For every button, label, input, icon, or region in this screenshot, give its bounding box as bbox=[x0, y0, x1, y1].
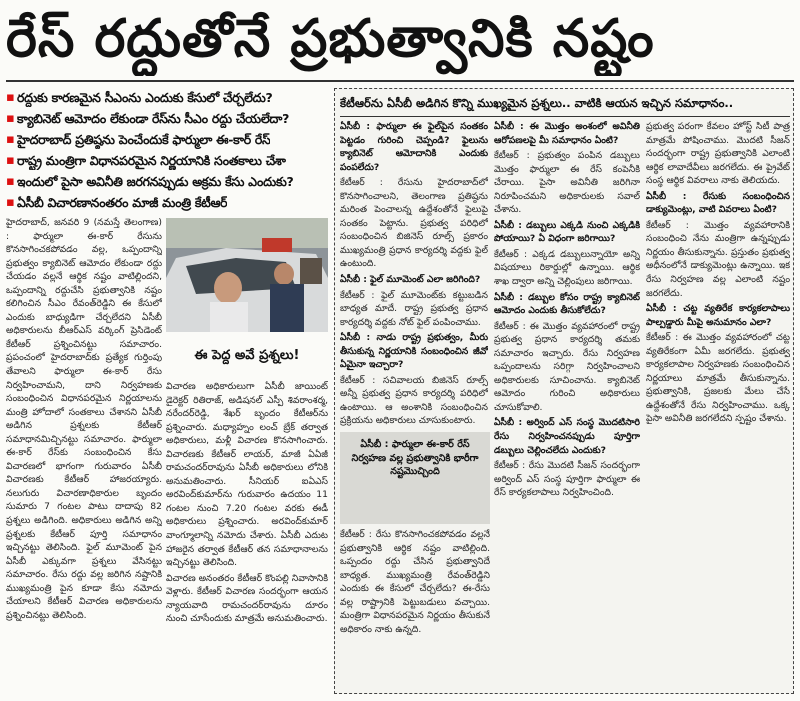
headline: రేస్ రద్దుతోనే ప్రభుత్వానికి నష్టం bbox=[6, 9, 655, 69]
bullet-item: ▪ ఏసీబీ విచారణానంతరం మాజీ మంత్రి కేటీఆర్ bbox=[6, 195, 228, 210]
bullet-item: ▪ క్యాబినెట్ ఆమోదం లేకుండా రేస్‌ను సీఎం రద్దు చేయలేదా? bbox=[6, 111, 290, 126]
bullet-marker-icon: ▪ bbox=[6, 90, 15, 105]
qa-question: ఏసీబీ : ఈ మొత్తం అంశంలో అవినీతి ఆరోపణలపై మీ సమాధానం ఏంటి? bbox=[494, 121, 640, 146]
qa-column-2 bbox=[494, 120, 640, 690]
qa-highlight-box: ఏసీబీ : ఫార్ములా ఈ-కార్ రేస్ నిర్వహణ వల్ల ప్రభుత్వానికి భారీగా నష్టమొచ్చింది bbox=[340, 432, 490, 524]
bullet-item: ▪ రాష్ట్ర మంత్రిగా విధానపరమైన నిర్ణయానికి సంతకాలు చేశా bbox=[6, 153, 286, 168]
headline-rule bbox=[6, 80, 794, 82]
bullet-marker-icon: ▪ bbox=[6, 132, 15, 147]
bullet-marker-icon: ▪ bbox=[6, 195, 15, 210]
qa-column-1 bbox=[340, 120, 488, 428]
car-crowd-illustration bbox=[166, 218, 328, 332]
article-paragraph: విచారణ అధికారులుగా ఏసీబీ జాయింట్ డైరెక్టర్ రితిరాజ్, అడిషనల్ ఎస్పీ శివరాంశర్మ, నరేందర్‌రెడ్డి, శేఖర్ బృందం కేటీఆర్‌ను ప్రశ్నించారు. మధ్యాహ్నం లంచ్ బ్రేక్ తర్వాత అధికారులు, మళ్లీ విచారణ కొనసాగించారు. విచారణకు కేటీఆర్ లాయర్, మాజీ ఏఏజీ రామచందర్‌రావును ఏసీబీ అధికారులు లోనికి అనుమతించారు. సీనియర్ ఐఏఎస్ అరవింద్‌కుమార్‌ను గురువారం ఉదయం 11 గంటల నుంచి 7.20 గంటల వరకు ఈడీ అధికారులు ప్రశ్నించారు. అరవింద్‌కుమార్ వాంగ్మూలాన్ని నమోదు చేశారు. ఏసీబీ ఎదుట హాజరైన తర్వాత కేటీఆర్ తన సమాధానాలను ఇచ్చినట్టు తెలిసింది. bbox=[166, 381, 328, 569]
qa-answer: కేటీఆర్ : ఎక్కడ డబ్బులున్నాయో అన్ని విషయాలు రికార్డుల్లో ఉన్నాయి. ఆర్థిక శాఖ ద్వారా అన్ని చెల్లింపులు జరిగాయి. bbox=[494, 248, 640, 288]
bullet-item: ▪ ఇందులో పైసా అవినీతి జరగనప్పుడు అక్రమ కేసు ఎందుకు? bbox=[6, 174, 294, 189]
bullet-marker-icon: ▪ bbox=[6, 111, 15, 126]
bullet-marker-icon: ▪ bbox=[6, 153, 15, 168]
qa-header-rule bbox=[340, 116, 790, 117]
news-photo bbox=[166, 218, 328, 332]
qa-answer: కేటీఆర్ : రేసు మొదటి సీజన్ సందర్భంగా అర్వింద్ ఎస్ సంస్థ పూర్తిగా ఫార్ములా ఈ రేస్ కార్యకలాపాలు నిర్వహించింది. bbox=[494, 460, 640, 499]
qa-question: ఏసీబీ : అర్వింద్ ఎస్ సంస్థ మొదటిసారి రేసు నిర్వహించనప్పుడు పూర్తిగా డబ్బులు చెల్లించలేదు ఎందుకు? bbox=[494, 417, 640, 456]
qa-question: ఏసీబీ : ఫార్ములా ఈ ఫైల్‌పైన సంతకం పెట్టడం గురించి చెప్పండి? ఫైలును క్యాబినెట్ ఆమోదానికి ఎందుకు పంపలేదు? bbox=[340, 121, 488, 173]
qa-highlight-answer: కేటీఆర్ : రేసు కొనసాగించకపోవడం వల్లనే ప్రభుత్వానికి ఆర్థిక నష్టం వాటిల్లింది. ఒప్పందం రద్దు చేసిన ప్రభుత్వానిదే బాధ్యత. ముఖ్యమంత్రి రేవంత్‌రెడ్డిని ఎందుకు ఈ కేసులో చేర్చలేదు? ఈ-రేసు వల్ల రాష్ట్రానికి పెట్టుబడులు వచ్చాయి. మంత్రిగా విధానపరమైన నిర్ణయం తీసుకునే అధికారం నాకు ఉన్నది. bbox=[340, 529, 490, 635]
bullet-item: ▪ రద్దుకు కారణమైన సీఎంను ఎందుకు కేసులో చేర్చలేదు? bbox=[6, 90, 273, 105]
qa-question: ఏసీబీ : నాడు రాష్ట్ర ప్రభుత్వం, మీరు తీసుకున్న నిర్ణయానికి సంబంధించిన జీవో ఏమైనా ఇచ్చారా? bbox=[340, 332, 488, 371]
qa-question: ఏసీబీ : రేసుకు సంబంధించిన డాక్యుమెంట్లు, వాటి వివరాలు ఏంటి? bbox=[646, 190, 790, 216]
qa-answer: కేటీఆర్ : ఈ మొత్తం వ్యవహారంలో చట్ట వ్యతిరేకంగా ఏమీ జరగలేదు. ప్రభుత్వ కార్యకలాపాల నిర్వహణకు సంబంధించిన నిర్ణయాలు మాత్రమే తీసుకున్నాను. ప్రభుత్వానికి, ప్రజలకు మేలు చేసే ఉద్దేశంతోనే రేసు నిర్వహించాము. ఒక్క పైసా అవినీతి జరగలేదని స్పష్టం చేశాను. bbox=[646, 332, 790, 425]
article-paragraph: హైదరాబాద్, జనవరి 9 (నమస్తే తెలంగాణ) : ఫార్ములా ఈ-కార్ రేసును కొనసాగించకపోవడం వల్ల, ఒప్పందాన్ని ప్రభుత్వం క్యాబినెట్ ఆమోదం లేకుండా రద్దు చేయడం వల్లనే ఆర్థిక నష్టం వాటిల్లిందని, ఒప్పందాన్ని రద్దుచేసి ప్రభుత్వానికి నష్టం కలిగించిన సీఎం రేవంత్‌రెడ్డిని ఈ కేసులో ఎందుకు బాధ్యుడిగా చేర్చలేదని ఏసీబీ అధికారులను బీఆర్‌ఎస్ వర్కింగ్ ప్రెసిడెంట్ కేటీఆర్ ప్రశ్నించినట్టు సమాచారం. ప్రపంచంలో హైదరాబాద్‌కు ప్రత్యేక గుర్తింపు తేవాలని ఫార్ములా ఈ-కార్ రేసు నిర్వహించామని, దాని నిర్వహణకు సంబంధించిన విధానపరమైన నిర్ణయాలను మంత్రి హోదాలో సంతకాలు చేశానని ఏసీబీ అడిగిన ప్రశ్నలకు కేటీఆర్ సమాధానమిచ్చినట్టు సమాచారం. ఫార్ములా ఈ-కార్ రేస్‌కు సంబంధించిన కేసు విచారణలో భాగంగా గురువారం ఏసీబీ విచారణకు కేటీఆర్ హాజరయ్యారు. నలుగురు విచారణాధికారుల బృందం సుమారు 7 గంటల పాటు దాదాపు 82 ప్రశ్నలు అడిగింది. అధికారులు అడిగిన అన్ని ప్రశ్నలకు కేటీఆర్ పూర్తి సమాధానం ఇచ్చినట్టు తెలిసింది. ఫైల్ మూమెంట్ పైన ఏసీబీ ఎక్కువగా ప్రశ్నలు వేసినట్టు సమాచారం. రేసు రద్దు వల్ల జరిగిన నష్టానికి ముఖ్యమంత్రి పైన కూడా కేసు నమోదు చేయాలని కేటీఆర్ విచారణ అధికారులను ప్రశ్నించినట్టు తెలిసింది. bbox=[6, 217, 162, 621]
qa-question: ఏసీబీ : డబ్బులు ఎక్కడి నుంచి ఎక్కడికి పోయాయి? ఏ విధంగా జరిగాయి? bbox=[494, 219, 640, 245]
qa-answer: కేటీఆర్ : ఫైల్ మూమెంట్‌కు కట్టుబడిన బాధ్యత మాదే. రాష్ట్ర ప్రభుత్వ ప్రధాన కార్యదర్శి వద్దకు నోట్ ఫైల్ పంపించాము. bbox=[340, 289, 488, 328]
qa-answer: కేటీఆర్ : ప్రభుత్వం పంపిన డబ్బులు మొత్తం ఫార్ములా ఈ రేస్ కంపెనీకి చేరాయి. పైసా అవినీతి జరిగినా నిరూపించమని అధికారులకు సవాల్ చేశాను. bbox=[494, 150, 640, 216]
qa-answer: కేటీఆర్ : రేసును హైదరాబాద్‌లో కొనసాగించాలని, తెలంగాణ ప్రతిష్ఠను మరింత పెంచాలన్న ఉద్దేశంతోనే ఫైలుపై సంతకం పెట్టాను. ప్రభుత్వ పరిధిలో సంబంధించిన బిజినెస్ రూల్స్ ప్రకారం ముఖ్యమంత్రి ప్రధాన కార్యదర్శి వద్దకు ఫైల్ ఉంటుంది. bbox=[340, 177, 488, 270]
mid-column bbox=[166, 380, 328, 694]
bullet-marker-icon: ▪ bbox=[6, 174, 15, 189]
qa-answer: కేటీఆర్ : మొత్తం వ్యవహారానికి సంబంధించి నేను మంత్రిగా ఉన్నప్పుడు నిర్ణయం తీసుకున్నాను. ప్రస్తుతం ప్రభుత్వ అధీనంలోనే డాక్యుమెంట్లు ఉన్నాయి. ఇక రేసు నిర్వహణ వల్ల ఎలాంటి నష్టం జరగలేదు. bbox=[646, 219, 790, 299]
bullet-item: ▪ హైదరాబాద్ ప్రతిష్ఠను పెంచేందుకే ఫార్ములా ఈ-కార్ రేస్ bbox=[6, 132, 271, 147]
qa-question: ఏసీబీ : ఫైల్ మూమెంట్ ఎలా జరిగింది? bbox=[340, 274, 481, 286]
left-column bbox=[6, 216, 162, 694]
qa-question: ఏసీబీ : డబ్బుల కోసం రాష్ట్ర క్యాబినెట్ ఆమోదం ఎందుకు తీసుకోలేదు? bbox=[494, 291, 640, 317]
bullet-list bbox=[6, 88, 328, 214]
qa-question: ఏసీబీ : చట్ట వ్యతిరేక కార్యకలాపాలు పాల్పడ్డారు మీపై అనుమానం ఎలా? bbox=[646, 303, 790, 328]
pull-quote: ఈ పెద్ద అవే ప్రశ్నలు! bbox=[194, 348, 300, 363]
qa-answer: కేటీఆర్ : ఈ మొత్తం వ్యవహారంలో రాష్ట్ర ప్రభుత్వ ప్రధాన కార్యదర్శి తమకు సమాచారం ఇచ్చారు. రేసు నిర్వహణ ఒప్పందాలను సరిగ్గా నిర్వహించాలని అధికారులకు సూచించాను. క్యాబినెట్ ఆమోదం గురించి అధికారులు చూసుకోవాలి. bbox=[494, 320, 640, 413]
qa-answer: కేటీఆర్ : సచివాలయ బిజినెస్ రూల్స్ అన్నీ ప్రభుత్వ ప్రధాన కార్యదర్శి పరిధిలో ఉంటాయి. ఆ అంశానికి సంబంధించిన ప్రక్రియను అధికారులు చూసుకుంటారు. bbox=[340, 374, 488, 427]
article-paragraph: విచారణ అనంతరం కేటీఆర్ కొంపల్లి నివాసానికి వెళ్లారు. కేటీఆర్ విచారణ సందర్భంగా ఆయన న్యాయవాది రామచందర్‌రావును దూరం నుంచి చూసేందుకు మాత్రమే అనుమతించారు. bbox=[166, 572, 328, 625]
qa-column-3 bbox=[646, 120, 790, 690]
qa-box-header: కేటీఆర్‌ను ఏసీబీ అడిగిన కొన్ని ముఖ్యమైన ప్రశ్నలు.. వాటికి ఆయన ఇచ్చిన సమాధానం.. bbox=[340, 96, 734, 110]
qa-answer: ప్రభుత్వ పరంగా కేవలం హోస్ట్ సిటీ పాత్ర మాత్రమే పోషించాము. మొదటి సీజన్ సందర్భంగా రాష్ట్ర ప్రభుత్వానికి ఎలాంటి ఆర్థిక లావాదేవీలు జరగలేదు. ఈ ప్రైవేట్ సంస్థ ఆర్థిక వివరాలు నాకు తెలియదు. bbox=[646, 121, 790, 187]
